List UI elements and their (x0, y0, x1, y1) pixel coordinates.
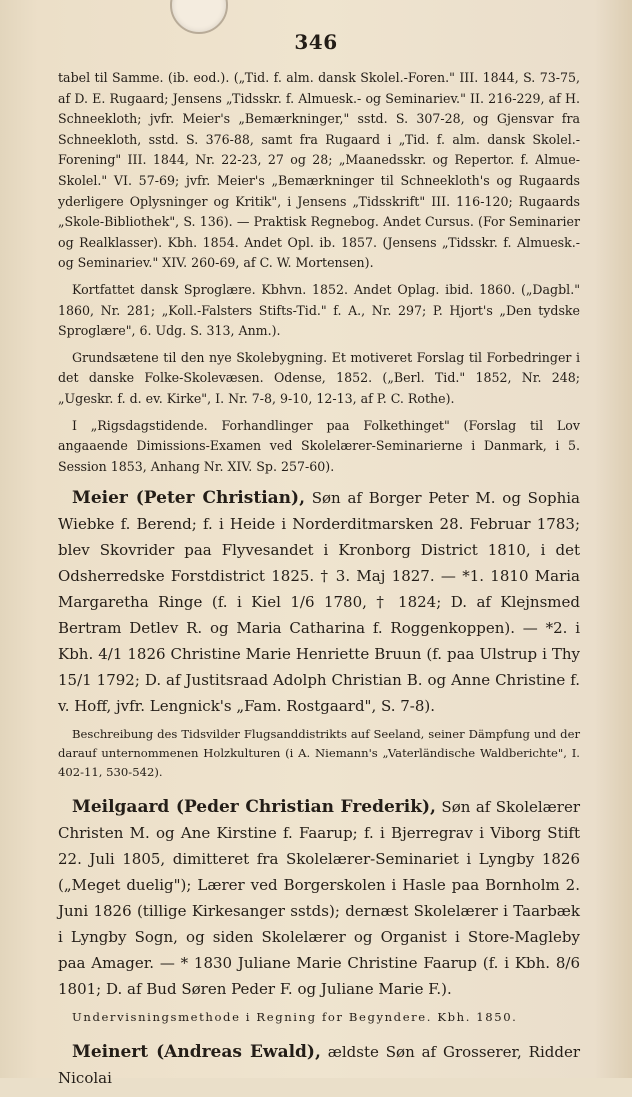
paragraph-rigsdagstidende: I „Rigsdagstidende. Forhandlinger paa Folkethinget" (Forslag til Lov angaaende Dimissions-Examen ved Skolelærer-Seminarierne i Danmark, i 5. Session 1853, Anhang Nr. XIV. Sp. 257-60). (58, 417, 580, 474)
page-body (58, 68, 580, 1097)
paragraph-sproglaere: Kortfattet dansk Sproglære. Kbhvn. 1852. Andet Oplag. ibid. 1860. („Dagbl." 1860, Nr. 281; „Koll.-Falsters Stifts-Tid." f. A., Nr. 297; P. Hjort's „Den tydske Sproglære", 6. Udg. S. 313, Anm.). (58, 281, 580, 339)
page-number: 346 (294, 30, 338, 54)
entry-meinert-body: ældste Søn af Grosserer, Ridder Nicolai (58, 1043, 580, 1088)
paragraph-continued-entry: tabel til Samme. (ib. eod.). („Tid. f. alm. dansk Skolel.-Foren." III. 1844, S. 73-75, af D. E. Rugaard; Jensens „Tidsskr. f. Almuesk.- og Seminariev." II. 216-229, af H. Schneekloth; jvfr. Meier's „Bemærkninger," sstd. S. 307-28, og Gjensvar fra Schneekloth, sstd. S. 376-88, samt fra Rugaard i „Tid. f. alm. dansk Skolel.-Forening" III. 1844, Nr. 22-23, 27 og 28; „Maanedsskr. og Repertor. f. Almue-Skolel." VI. 57-69; jvfr. Meier's „Bemærkninger til Schneekloth's og Rugaards yderligere Oplysninger og Kritik", i Jensens „Tidsskrift" III. 116-120; Rugaards „Skole-Bibliothek", S. 136). — Praktisk Regnebog. Andet Cursus. (For Seminarier og Realklasser). Kbh. 1854. Andet Opl. ib. 1857. (Jensens „Tidsskr. f. Almuesk.- og Seminariev." XIV. 260-69, af C. W. Mortensen). (58, 70, 580, 271)
paragraph-grundsaetene: Grundsætene til den nye Skolebygning. Et motiveret Forslag til Forbedringer i det danske Folke-Skolevæsen. Odense, 1852. („Berl. Tid." 1852, Nr. 248; „Ugeskr. f. d. ev. Kirke", I. Nr. 7-8, 9-10, 12-13, af P. C. Rothe). (58, 349, 580, 406)
entry-meier (58, 485, 580, 719)
entry-meier-name: Meier (Peter Christian), (72, 488, 305, 509)
entry-meilgaard-name: Meilgaard (Peder Christian Frederik), (72, 797, 436, 818)
entry-meier-work: Beschreibung des Tidsvilder Flugsanddistrikts auf Seeland, seiner Dämpfung und der darauf unternommenen Holzkulturen (i A. Niemann's „Vaterländische Waldberichte", I. 402-11, 530-542). (58, 727, 580, 780)
entry-meilgaard (58, 794, 580, 1002)
binding-hole (170, 0, 228, 34)
entry-meilgaard-work: Undervisningsmethode i Regning for Begyndere. Kbh. 1850. (72, 1010, 518, 1025)
entry-meilgaard-body: Søn af Skolelærer Christen M. og Ane Kirstine f. Faarup; f. i Bjerregrav i Viborg Stift 22. Juli 1805, dimitteret fra Skolelærer-Seminariet i Lyngby 1826 („Meget duelig"); Lærer ved Borgerskolen i Hasle paa Bornholm 2. Juni 1826 (tillige Kirkesanger sstds); dernæst Skolelærer i Taarbæk i Lyngby Sogn, og siden Skolelærer og Organist i Store-Magleby paa Amager. — * 1830 Juliane Marie Christine Faarup (f. i Kbh. 8/6 1801; D. af Bud Søren Peder F. og Juliane Marie F.). (58, 798, 580, 999)
entry-meinert-name: Meinert (Andreas Ewald), (72, 1042, 321, 1063)
entry-meinert (58, 1039, 580, 1091)
entry-meier-body: Søn af Borger Peter M. og Sophia Wiebke f. Berend; f. i Heide i Norderditmarsken 28. Februar 1783; blev Skovrider paa Flyvesandet i Kronborg District 1810, i det Odsherredske Forstdistrict 1825. † 3. Maj 1827. — *1. 1810 Maria Margaretha Ringe (f. i Kiel 1/6 1780, † 1824; D. af Klejnsmed Bertram Detlev R. og Maria Catharina f. Roggenkoppen). — *2. i Kbh. 4/1 1826 Christine Marie Henriette Bruun (f. paa Ulstrup i Thy 15/1 1792; D. af Justitsraad Adolph Christian B. og Anne Christine f. v. Hoff, jvfr. Lengnick's „Fam. Rostgaard", S. 7-8). (58, 489, 580, 716)
